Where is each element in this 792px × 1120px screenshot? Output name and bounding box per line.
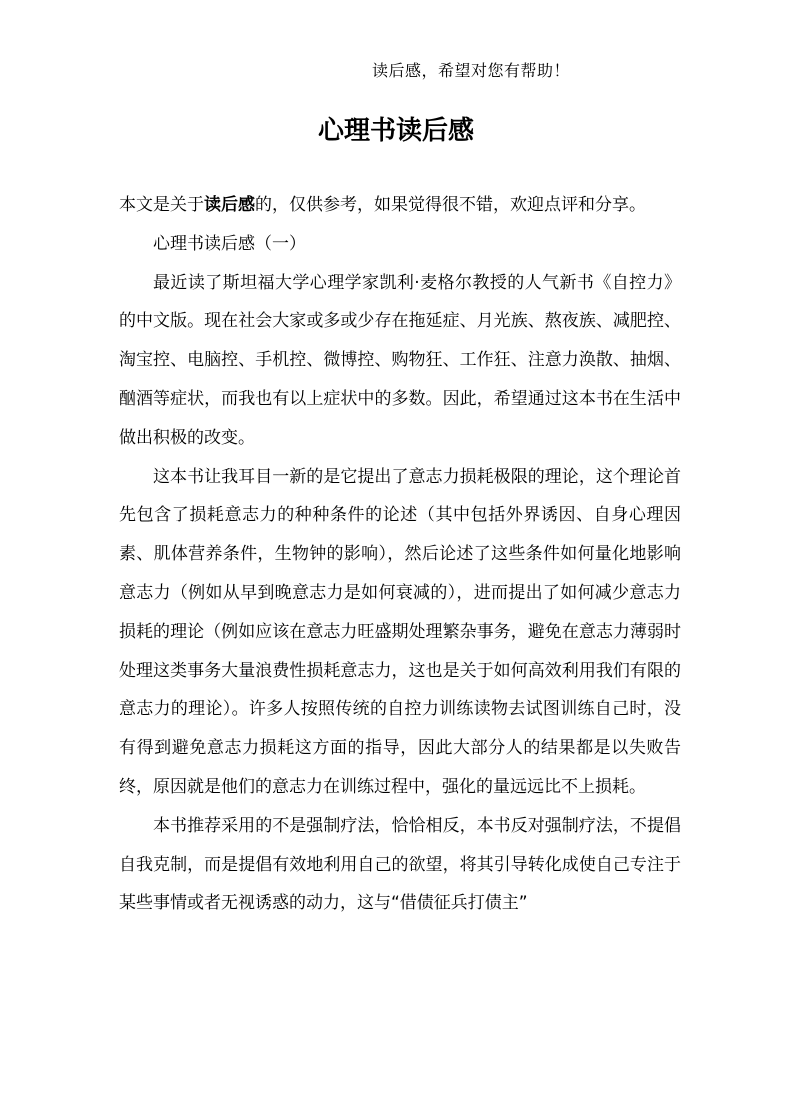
intro-before: 本文是关于 xyxy=(119,195,204,215)
intro-paragraph xyxy=(119,186,681,225)
intro-after: 的，仅供参考，如果觉得很不错，欢迎点评和分享。 xyxy=(255,195,646,215)
paragraph-1: 最近读了斯坦福大学心理学家凯利·麦格尔教授的人气新书《自控力》的中文版。现在社会大家或多或少存在拖延症、月光族、熬夜族、减肥控、淘宝控、电脑控、手机控、微博控、购物狂、工作狂、注意力涣散、抽烟、酗酒等症状，而我也有以上症状中的多数。因此，希望通过这本书在生活中做出积极的改变。 xyxy=(119,272,681,448)
intro-bold-keyword: 读后感 xyxy=(204,195,255,215)
paragraph-2: 这本书让我耳目一新的是它提出了意志力损耗极限的理论，这个理论首先包含了损耗意志力的种种条件的论述（其中包括外界诱因、自身心理因素、肌体营养条件，生物钟的影响），然后论述了这些条件如何量化地影响意志力（例如从早到晚意志力是如何衰减的），进而提出了如何减少意志力损耗的理论（例如应该在意志力旺盛期处理繁杂事务，避免在意志力薄弱时处理这类事务大量浪费性损耗意志力，这也是关于如何高效利用我们有限的意志力的理论）。许多人按照传统的自控力训练读物去试图训练自己时，没有得到避免意志力损耗这方面的指导，因此大部分人的结果都是以失败告终，原因就是他们的意志力在训练过程中，强化的量远远比不上损耗。 xyxy=(119,466,681,797)
document-title: 心理书读后感 xyxy=(317,116,474,146)
document-body xyxy=(119,186,681,923)
paragraph-3: 本书推荐采用的不是强制疗法，恰恰相反，本书反对强制疗法，不提倡自我克制，而是提倡有效地利用自己的欲望，将其引导转化成使自己专注于某些事情或者无视诱惑的动力，这与“借债征兵打债主” xyxy=(119,815,681,914)
header-note: 读后感，希望对您有帮助！ xyxy=(372,61,571,80)
section-heading: 心理书读后感（一） xyxy=(153,233,306,254)
